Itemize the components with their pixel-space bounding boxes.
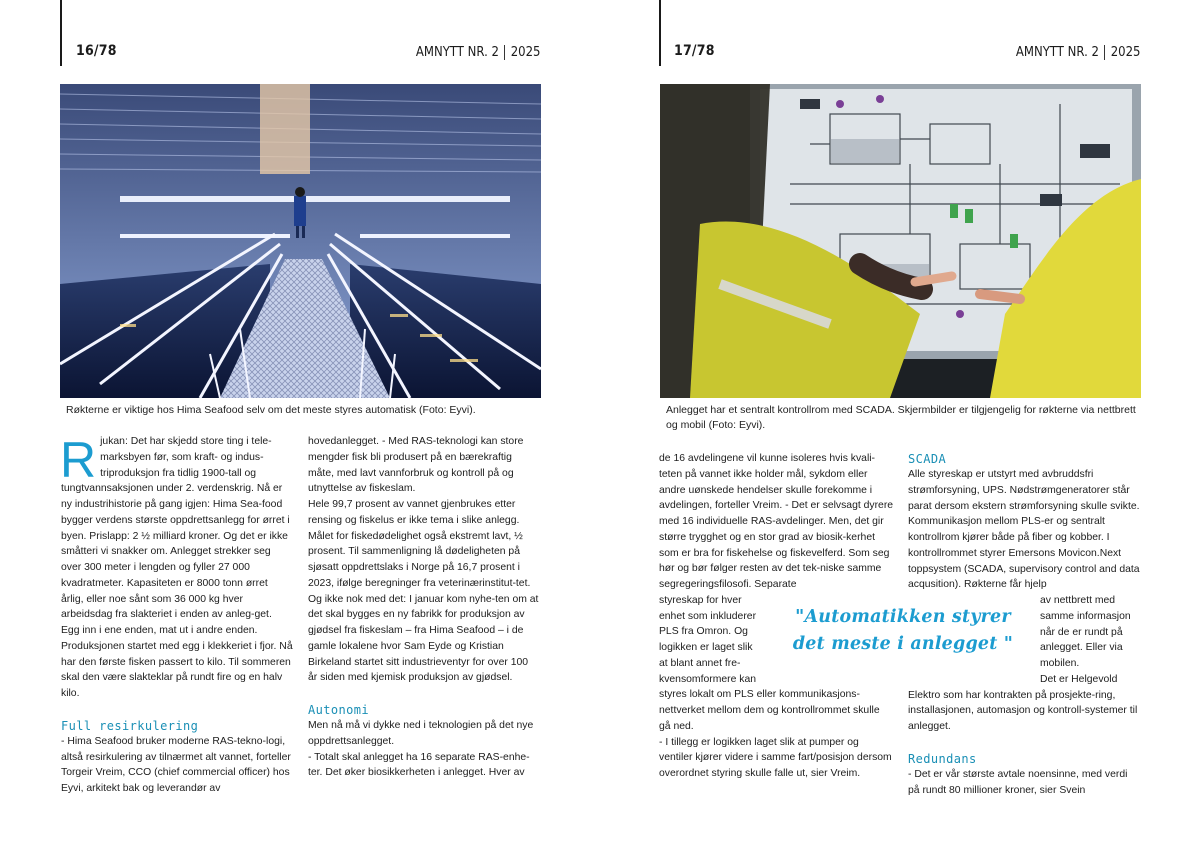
section-heading: Redundans <box>908 751 977 766</box>
section-heading: SCADA <box>908 452 947 466</box>
page-number: 17/78 <box>674 43 715 59</box>
fish-farm-photo <box>60 84 541 398</box>
right-page <box>600 0 1200 849</box>
body-paragraph: Alle styreskap er utstyrt med avbruddsfri strømforsyning, UPS. Nødstrømgeneratorer står parat dersom ekstern strømforsyning skulle svikte. Kommunikasjon mellom PLS-er og sentralt kontrollrom kjører både på fiber og kobber. I kontrollrommet styrer Emersons Movicon.Next toppsystem (SCADA, supervisory control and data acqusition). Røkterne får hjelp <box>908 469 1140 591</box>
body-paragraph: Hele 99,7 prosent av vannet gjenbrukes etter rensing og fiskelus er ikke tema i slike anlegg. Målet for fiskedødelighet også ekstremt lavt, ½ prosent. Til sammenligning lå dødeligheten på sjøsatt oppdrettslaks i Norge på 16,7 prosent i 2023, ifølge beregninger fra veterinærinstitut-tet. Og ikke nok med det: I januar kom nyhe-ten om at det skal bygges en ny fabrikk for produksjon av gjødsel fra fiskeslam – fra Hima Seafood – i de gamle lokalene hvor Sam Eyde og Kristian Birkeland startet sitt industrieventyr for over 100 år siden med kjemisk produksjon av gjødsel. <box>308 499 539 684</box>
magazine-year: 2025 <box>510 45 540 60</box>
body-paragraph: Men nå må vi dykke ned i teknologien på det nye oppdrettsanlegget. <box>308 720 534 747</box>
narrow-line: styreskap for hver <box>659 594 742 606</box>
magazine-title: AMNYTT NR. 2 <box>1015 45 1099 60</box>
magazine-header <box>1015 45 1140 60</box>
article-column-2 <box>308 434 540 781</box>
body-paragraph: - Det er vår største avtale noensinne, med verdi på rundt 80 millioner kroner, sier Svein <box>908 768 1128 796</box>
page-number: 16/78 <box>76 43 117 59</box>
narrow-line: logikken er laget slik <box>659 642 753 653</box>
section-heading: Autonomi <box>308 703 369 717</box>
narrow-line: Det er Helgevold <box>1040 673 1118 685</box>
narrow-line: at blant annet fre- <box>659 657 741 669</box>
narrow-line: enhet som inkluderer <box>659 610 757 622</box>
narrow-line: PLS fra Omron. Og <box>659 626 748 638</box>
narrow-line: samme informasjon <box>1040 610 1131 622</box>
magazine-title: AMNYTT NR. 2 <box>415 45 499 60</box>
magazine-year: 2025 <box>1110 45 1140 60</box>
header-divider <box>1104 45 1105 60</box>
narrow-line: når de er rundt på <box>1040 626 1123 638</box>
header-divider <box>504 45 505 60</box>
body-paragraph: - Totalt skal anlegget ha 16 separate RAS-enhe-ter. Det øker biosikkerheten i anlegget. Hver av <box>308 751 530 779</box>
narrow-line: kvensomformere kan <box>659 673 757 685</box>
drop-cap: R <box>60 432 97 488</box>
body-paragraph: styres lokalt om PLS eller kommunikasjons-nettverket mellom dem og kontrollrommet skulle gå ned. <box>659 689 880 732</box>
body-paragraph: hovedanlegget. - Med RAS-teknologi kan store mengder fisk bli produsert på en bærekraftig måte, med lavt vannforbruk og kontroll på og utnyttelse av fiskeslam. <box>308 436 524 495</box>
photo-caption: Anlegget har et sentralt kontrollrom med SCADA. Skjermbilder er tilgjengelig for røkterne via nettbrett og mobil (Foto: Eyvi). <box>666 404 1136 431</box>
page-margin-line <box>60 0 62 66</box>
pull-quote: "Automatikken styrer det meste i anlegget " <box>792 607 1014 654</box>
page-margin-line <box>659 0 661 66</box>
control-room-photo <box>660 84 1141 398</box>
photo-caption: Røkterne er viktige hos Hima Seafood selv om det meste styres automatisk (Foto: Eyvi). <box>66 404 476 416</box>
intro-paragraph: Rjukan: Det har skjedd store ting i tele-marksbyen før, som kraft- og indus-triproduksjon fra tidlig 1900-tall og tungtvannsaksjonen under 2. verdenskrig. Nå er ny industrihistorie på gang igjen: Hima Sea-food bygger verdens største oppdrettsanlegg for ørret i byen. Prislapp: 2 ½ milliard kroner. Og det er ikke småtteri vi snakker om. Anlegget strekker seg over 300 meter i lengden og fyller 27 000 kvadratmeter. Kapasiteten er 8000 tonn ørret årlig, eller noe sånt som 36 000 kg hver arbeidsdag fra slakteriet i enden av anleg-get. Egg inn i ene enden, mat ut i andre enden. Produksjonen startet med egg i klekkeriet i fjor. Nå har den første fisken passert to kilo. Til sommeren skal den være slakteklar på rundt fire og en halv kilo. <box>60 432 293 699</box>
narrow-line: anlegget. Eller via <box>1040 642 1123 654</box>
magazine-header <box>415 45 540 60</box>
narrow-line: av nettbrett med <box>1040 595 1116 606</box>
article-column-1 <box>61 434 293 797</box>
body-paragraph: - Hima Seafood bruker moderne RAS-tekno-logi, altså resirkulering av tilnærmet alt vannet, forteller Torgeir Vreim, CCO (chief commercial officer) hos Eyvi, arkitekt bak og leverandør av <box>61 735 291 794</box>
narrow-line: mobilen. <box>1040 658 1080 669</box>
body-paragraph: de 16 avdelingene vil kunne isoleres hvis kvali-teten på vannet ikke holder mål, sykdom eller andre uønskede hendelser skulle forekomme i avdelingen, forteller Vreim. - Det er selvsagt dyrere med 16 individuelle RAS-avdelinger. Men, det gir større trygghet og en stor grad av biosik-kerhet som er bra for fiskehelse og fiskevelferd. Som seg hør og bør følger resten av det tek-niske samme segregeringsfilosofi. Separate <box>659 453 894 590</box>
body-paragraph: Elektro som har kontrakten på prosjekte-ring, installasjonen, automasjon og kontroll-systemer til anlegget. <box>908 689 1138 732</box>
body-paragraph: - I tillegg er logikken laget slik at pumper og ventiler kjører videre i samme fart/posisjon dersom overordnet styring skulle falle ut, sier Vreim. <box>659 736 892 779</box>
section-heading: Full resirkulering <box>61 718 199 733</box>
